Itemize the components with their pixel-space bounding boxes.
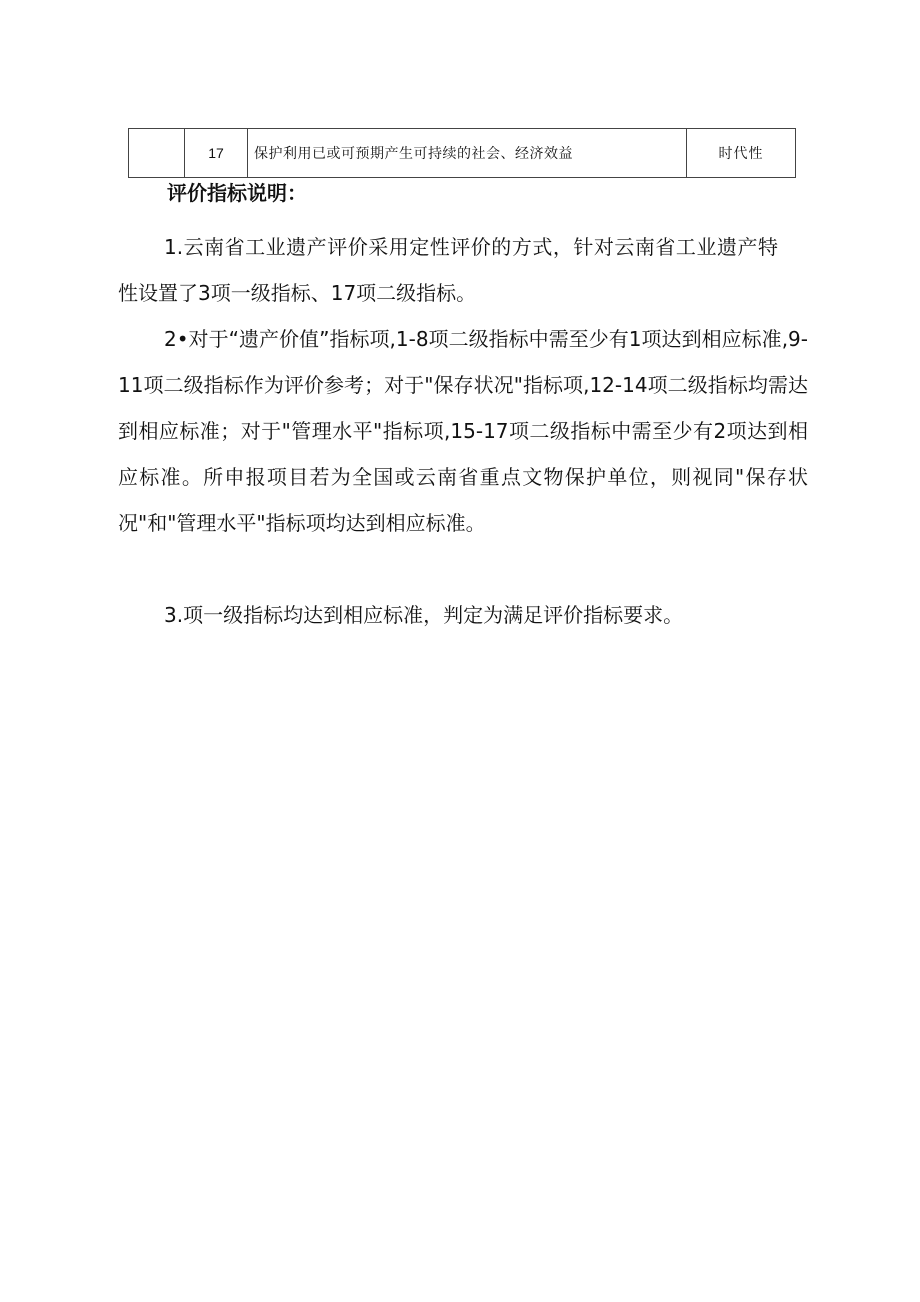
table-row xyxy=(129,129,796,178)
paragraph-2: 2•对于“遗产价值”指标项,1-8项二级指标中需至少有1项达到相应标准,9-11项二级指标作为评价参考；对于"保存状况"指标项,12-14项二级指标均需达到相应标准；对于"管理水平"指标项,15-17项二级指标中需至少有2项达到相应标准。所申报项目若为全国或云南省重点文物保护单位，则视同"保存状况"和"管理水平"指标项均达到相应标准。 xyxy=(118,327,808,535)
table-cell-empty xyxy=(129,129,185,178)
section-heading: 评价指标说明： xyxy=(167,181,307,205)
table-cell-number: 17 xyxy=(185,129,248,178)
table-cell-category: 时代性 xyxy=(687,129,796,178)
table-cell-description: 保护利用已或可预期产生可持续的社会、经济效益 xyxy=(248,129,687,178)
paragraph-3: 3.项一级指标均达到相应标准，判定为满足评价指标要求。 xyxy=(164,603,684,627)
criteria-table xyxy=(128,128,796,178)
paragraph-1: 1.云南省工业遗产评价采用定性评价的方式，针对云南省工业遗产特性设置了3项一级指标、17项二级指标。 xyxy=(118,235,778,305)
